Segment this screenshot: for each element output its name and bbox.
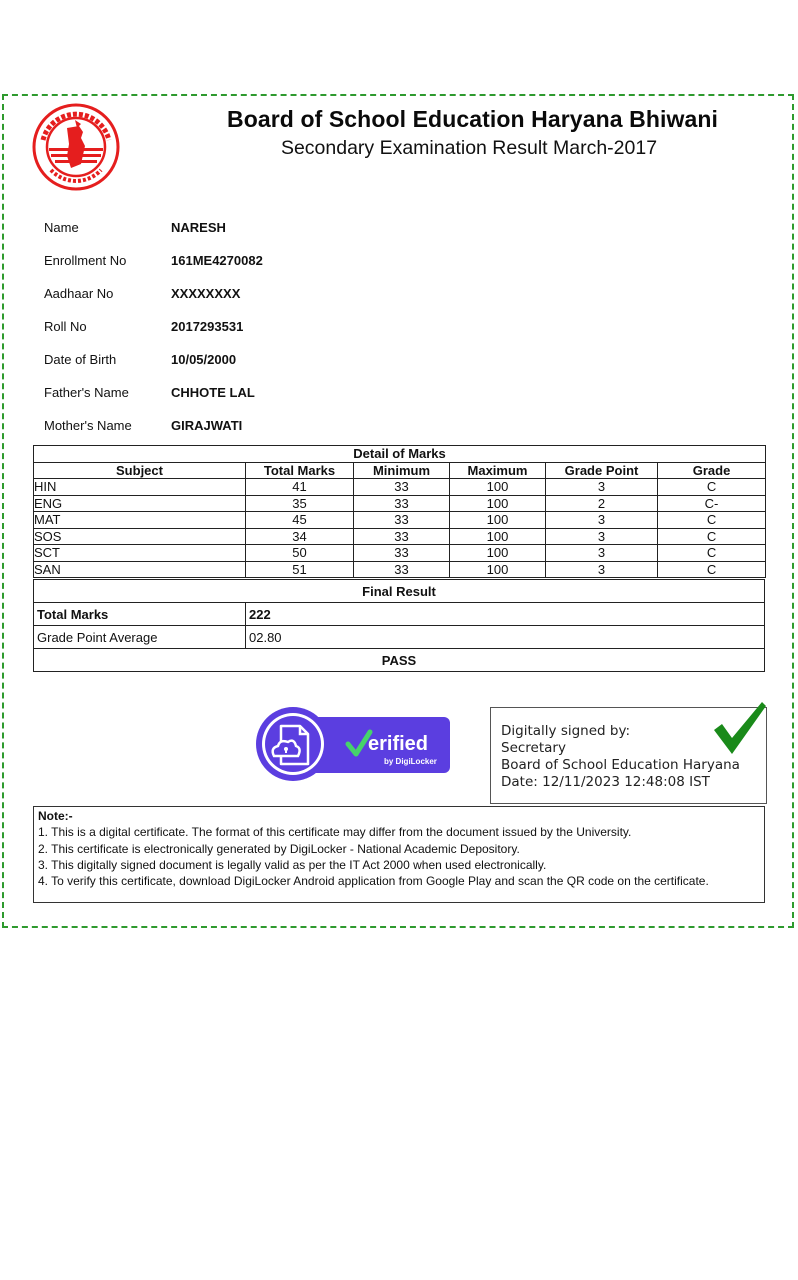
table-row <box>34 512 766 529</box>
info-row-father <box>44 385 444 418</box>
col-header-minimum: Minimum <box>354 462 450 479</box>
total-marks-row <box>34 603 765 626</box>
table-row <box>34 528 766 545</box>
exam-subtitle: Secondary Examination Result March-2017 <box>280 137 658 159</box>
signature-line-1: Digitally signed by: <box>501 723 631 739</box>
cell-maximum: 100 <box>450 495 546 512</box>
result-status: PASS <box>34 649 765 672</box>
total-marks-label: Total Marks <box>34 603 246 626</box>
cell-minimum: 33 <box>354 545 450 562</box>
badge-subtext: by DigiLocker <box>384 757 437 766</box>
badge-text: erified <box>368 733 429 755</box>
cell-subject: SCT <box>34 545 246 562</box>
info-row-enrollment <box>44 253 444 286</box>
board-title: Board of School Education Haryana Bhiwani <box>227 106 718 132</box>
signature-date: Date: 12/11/2023 12:48:08 IST <box>501 774 710 790</box>
cell-maximum: 100 <box>450 528 546 545</box>
col-header-grade-point: Grade Point <box>546 462 658 479</box>
cell-minimum: 33 <box>354 479 450 496</box>
cell-minimum: 33 <box>354 495 450 512</box>
signature-line-2: Secretary <box>501 740 566 756</box>
info-label: Mother's Name <box>44 418 132 433</box>
info-label: Name <box>44 220 79 235</box>
gpa-label: Grade Point Average <box>34 626 246 649</box>
col-header-grade: Grade <box>658 462 766 479</box>
signature-checkmark-icon <box>710 700 768 758</box>
cell-total: 45 <box>246 512 354 529</box>
marks-caption: Detail of Marks <box>34 446 766 463</box>
final-result-table <box>33 579 765 672</box>
note-item: 1. This is a digital certificate. The format of this certificate may differ from the document issued by the University. <box>38 825 632 840</box>
cell-grade: C <box>658 561 766 578</box>
cell-grade-point: 3 <box>546 561 658 578</box>
gpa-row <box>34 626 765 649</box>
cell-total: 41 <box>246 479 354 496</box>
info-value: NARESH <box>171 220 226 235</box>
notes-box <box>33 806 765 903</box>
info-value: 2017293531 <box>171 319 244 334</box>
cell-maximum: 100 <box>450 479 546 496</box>
info-value: GIRAJWATI <box>171 418 243 433</box>
digilocker-verified-badge <box>256 704 450 784</box>
cell-total: 51 <box>246 561 354 578</box>
cell-maximum: 100 <box>450 545 546 562</box>
cell-subject: MAT <box>34 512 246 529</box>
final-result-caption-row <box>34 580 765 603</box>
cell-subject: SOS <box>34 528 246 545</box>
cell-subject: ENG <box>34 495 246 512</box>
cell-subject: HIN <box>34 479 246 496</box>
marks-header-row <box>34 462 766 479</box>
cell-grade-point: 3 <box>546 479 658 496</box>
note-item: 3. This digitally signed document is legally valid as per the IT Act 2000 when used electronically. <box>38 857 547 872</box>
info-label: Roll No <box>44 319 87 334</box>
info-row-dob <box>44 352 444 385</box>
cell-grade-point: 3 <box>546 528 658 545</box>
table-row <box>34 479 766 496</box>
cell-grade-point: 2 <box>546 495 658 512</box>
note-item: 4. To verify this certificate, download DigiLocker Android application from Google Play and scan the QR code on the certificate. <box>38 874 709 889</box>
student-info <box>44 220 444 451</box>
cell-total: 34 <box>246 528 354 545</box>
info-label: Date of Birth <box>44 352 117 367</box>
info-label: Father's Name <box>44 385 129 400</box>
cell-minimum: 33 <box>354 512 450 529</box>
info-row-name <box>44 220 444 253</box>
info-value: 10/05/2000 <box>171 352 237 367</box>
info-label: Enrollment No <box>44 253 127 268</box>
cell-grade: C <box>658 479 766 496</box>
signature-line-3: Board of School Education Haryana <box>501 757 740 773</box>
cell-minimum: 33 <box>354 528 450 545</box>
gpa-value: 02.80 <box>246 626 765 649</box>
cell-total: 50 <box>246 545 354 562</box>
notes-title: Note:- <box>38 809 73 823</box>
info-value: CHHOTE LAL <box>171 385 255 400</box>
cell-grade: C <box>658 528 766 545</box>
info-row-aadhaar <box>44 286 444 319</box>
cell-total: 35 <box>246 495 354 512</box>
note-item: 2. This certificate is electronically generated by DigiLocker - National Academic Depository. <box>38 841 520 856</box>
cell-grade: C <box>658 512 766 529</box>
total-marks-value: 222 <box>246 603 765 626</box>
table-row <box>34 561 766 578</box>
cell-maximum: 100 <box>450 561 546 578</box>
col-header-total: Total Marks <box>246 462 354 479</box>
info-label: Aadhaar No <box>44 286 114 301</box>
final-result-caption: Final Result <box>34 580 765 603</box>
info-value: XXXXXXXX <box>171 286 241 301</box>
col-header-maximum: Maximum <box>450 462 546 479</box>
signature-text <box>501 723 740 791</box>
marks-caption-row <box>34 446 766 463</box>
cell-grade: C <box>658 545 766 562</box>
cell-grade: C- <box>658 495 766 512</box>
table-row <box>34 495 766 512</box>
result-status-row <box>34 649 765 672</box>
marks-table <box>33 445 766 578</box>
info-value: 161ME4270082 <box>171 253 263 268</box>
cell-grade-point: 3 <box>546 545 658 562</box>
col-header-subject: Subject <box>34 462 246 479</box>
info-row-roll <box>44 319 444 352</box>
cell-subject: SAN <box>34 561 246 578</box>
cell-maximum: 100 <box>450 512 546 529</box>
cell-minimum: 33 <box>354 561 450 578</box>
cell-grade-point: 3 <box>546 512 658 529</box>
board-emblem-logo <box>31 102 121 192</box>
table-row <box>34 545 766 562</box>
